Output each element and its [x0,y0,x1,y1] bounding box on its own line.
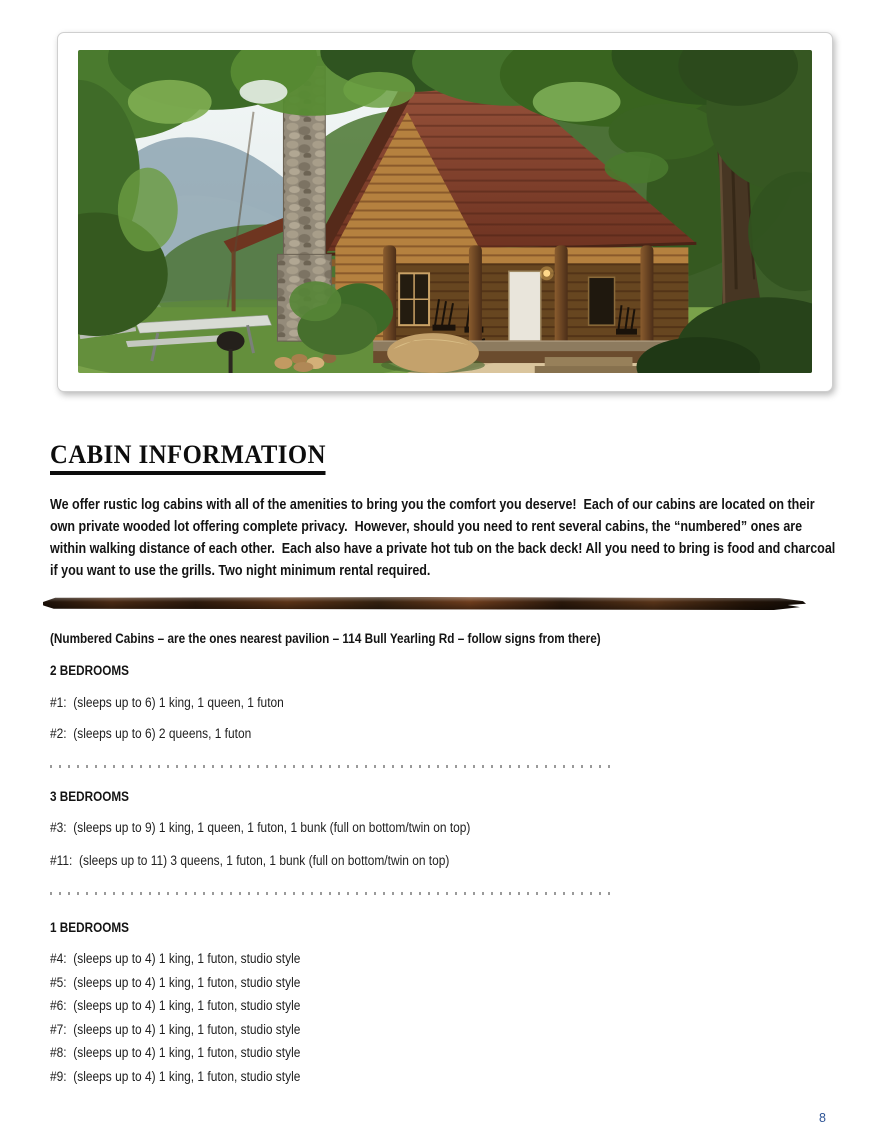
wood-stick-divider [43,597,806,610]
front-door [509,271,541,341]
cabin-list-item: #7: (sleeps up to 4) 1 king, 1 futon, studio style [50,1022,301,1037]
intro-paragraph: We offer rustic log cabins with all of the amenities to bring you the comfort you deserve! Each of our cabins are located on their own private wooded lot offering complete privacy. However, should you need to rent several cabins, the “numbered” ones are within walking distance of each other. Each also have a private hot tub on the back deck! All you need to bring is food and charcoal if you want to use the grills. Two night minimum rental required. [50,496,836,579]
cabin-list-item: #3: (sleeps up to 9) 1 king, 1 queen, 1 futon, 1 bunk (full on bottom/twin on top) [50,820,471,835]
window-left [399,273,429,325]
window-right [589,277,615,325]
cabin-list-item: #9: (sleeps up to 4) 1 king, 1 futon, studio style [50,1069,301,1084]
cabin-list-item: #8: (sleeps up to 4) 1 king, 1 futon, studio style [50,1045,301,1060]
dotted-divider [50,765,611,768]
cabin-photo-frame [57,32,833,392]
page-title: CABIN INFORMATION [50,440,326,475]
dotted-divider [50,892,611,895]
section-2-bedrooms-heading: 2 BEDROOMS [50,663,129,678]
log-cabin-photo [78,50,812,373]
page-number: 8 [819,1111,826,1125]
cabin-list-item: #2: (sleeps up to 6) 2 queens, 1 futon [50,726,252,741]
cabin-list-item: #4: (sleeps up to 4) 1 king, 1 futon, studio style [50,951,301,966]
porch-steps [535,357,643,373]
section-3-bedrooms-heading: 3 BEDROOMS [50,789,129,804]
section-1-bedrooms-heading: 1 BEDROOMS [50,920,129,935]
porch-lantern [540,266,554,280]
cabin-list-item: #11: (sleeps up to 11) 3 queens, 1 futon, 1 bunk (full on bottom/twin on top) [50,853,450,868]
cabin-list-item: #1: (sleeps up to 6) 1 king, 1 queen, 1 futon [50,695,284,710]
cabin-list-item: #5: (sleeps up to 4) 1 king, 1 futon, studio style [50,975,301,990]
numbered-cabins-note: (Numbered Cabins – are the ones nearest pavilion – 114 Bull Yearling Rd – follow signs from there) [50,631,601,646]
cabin-list-item: #6: (sleeps up to 4) 1 king, 1 futon, studio style [50,998,301,1013]
